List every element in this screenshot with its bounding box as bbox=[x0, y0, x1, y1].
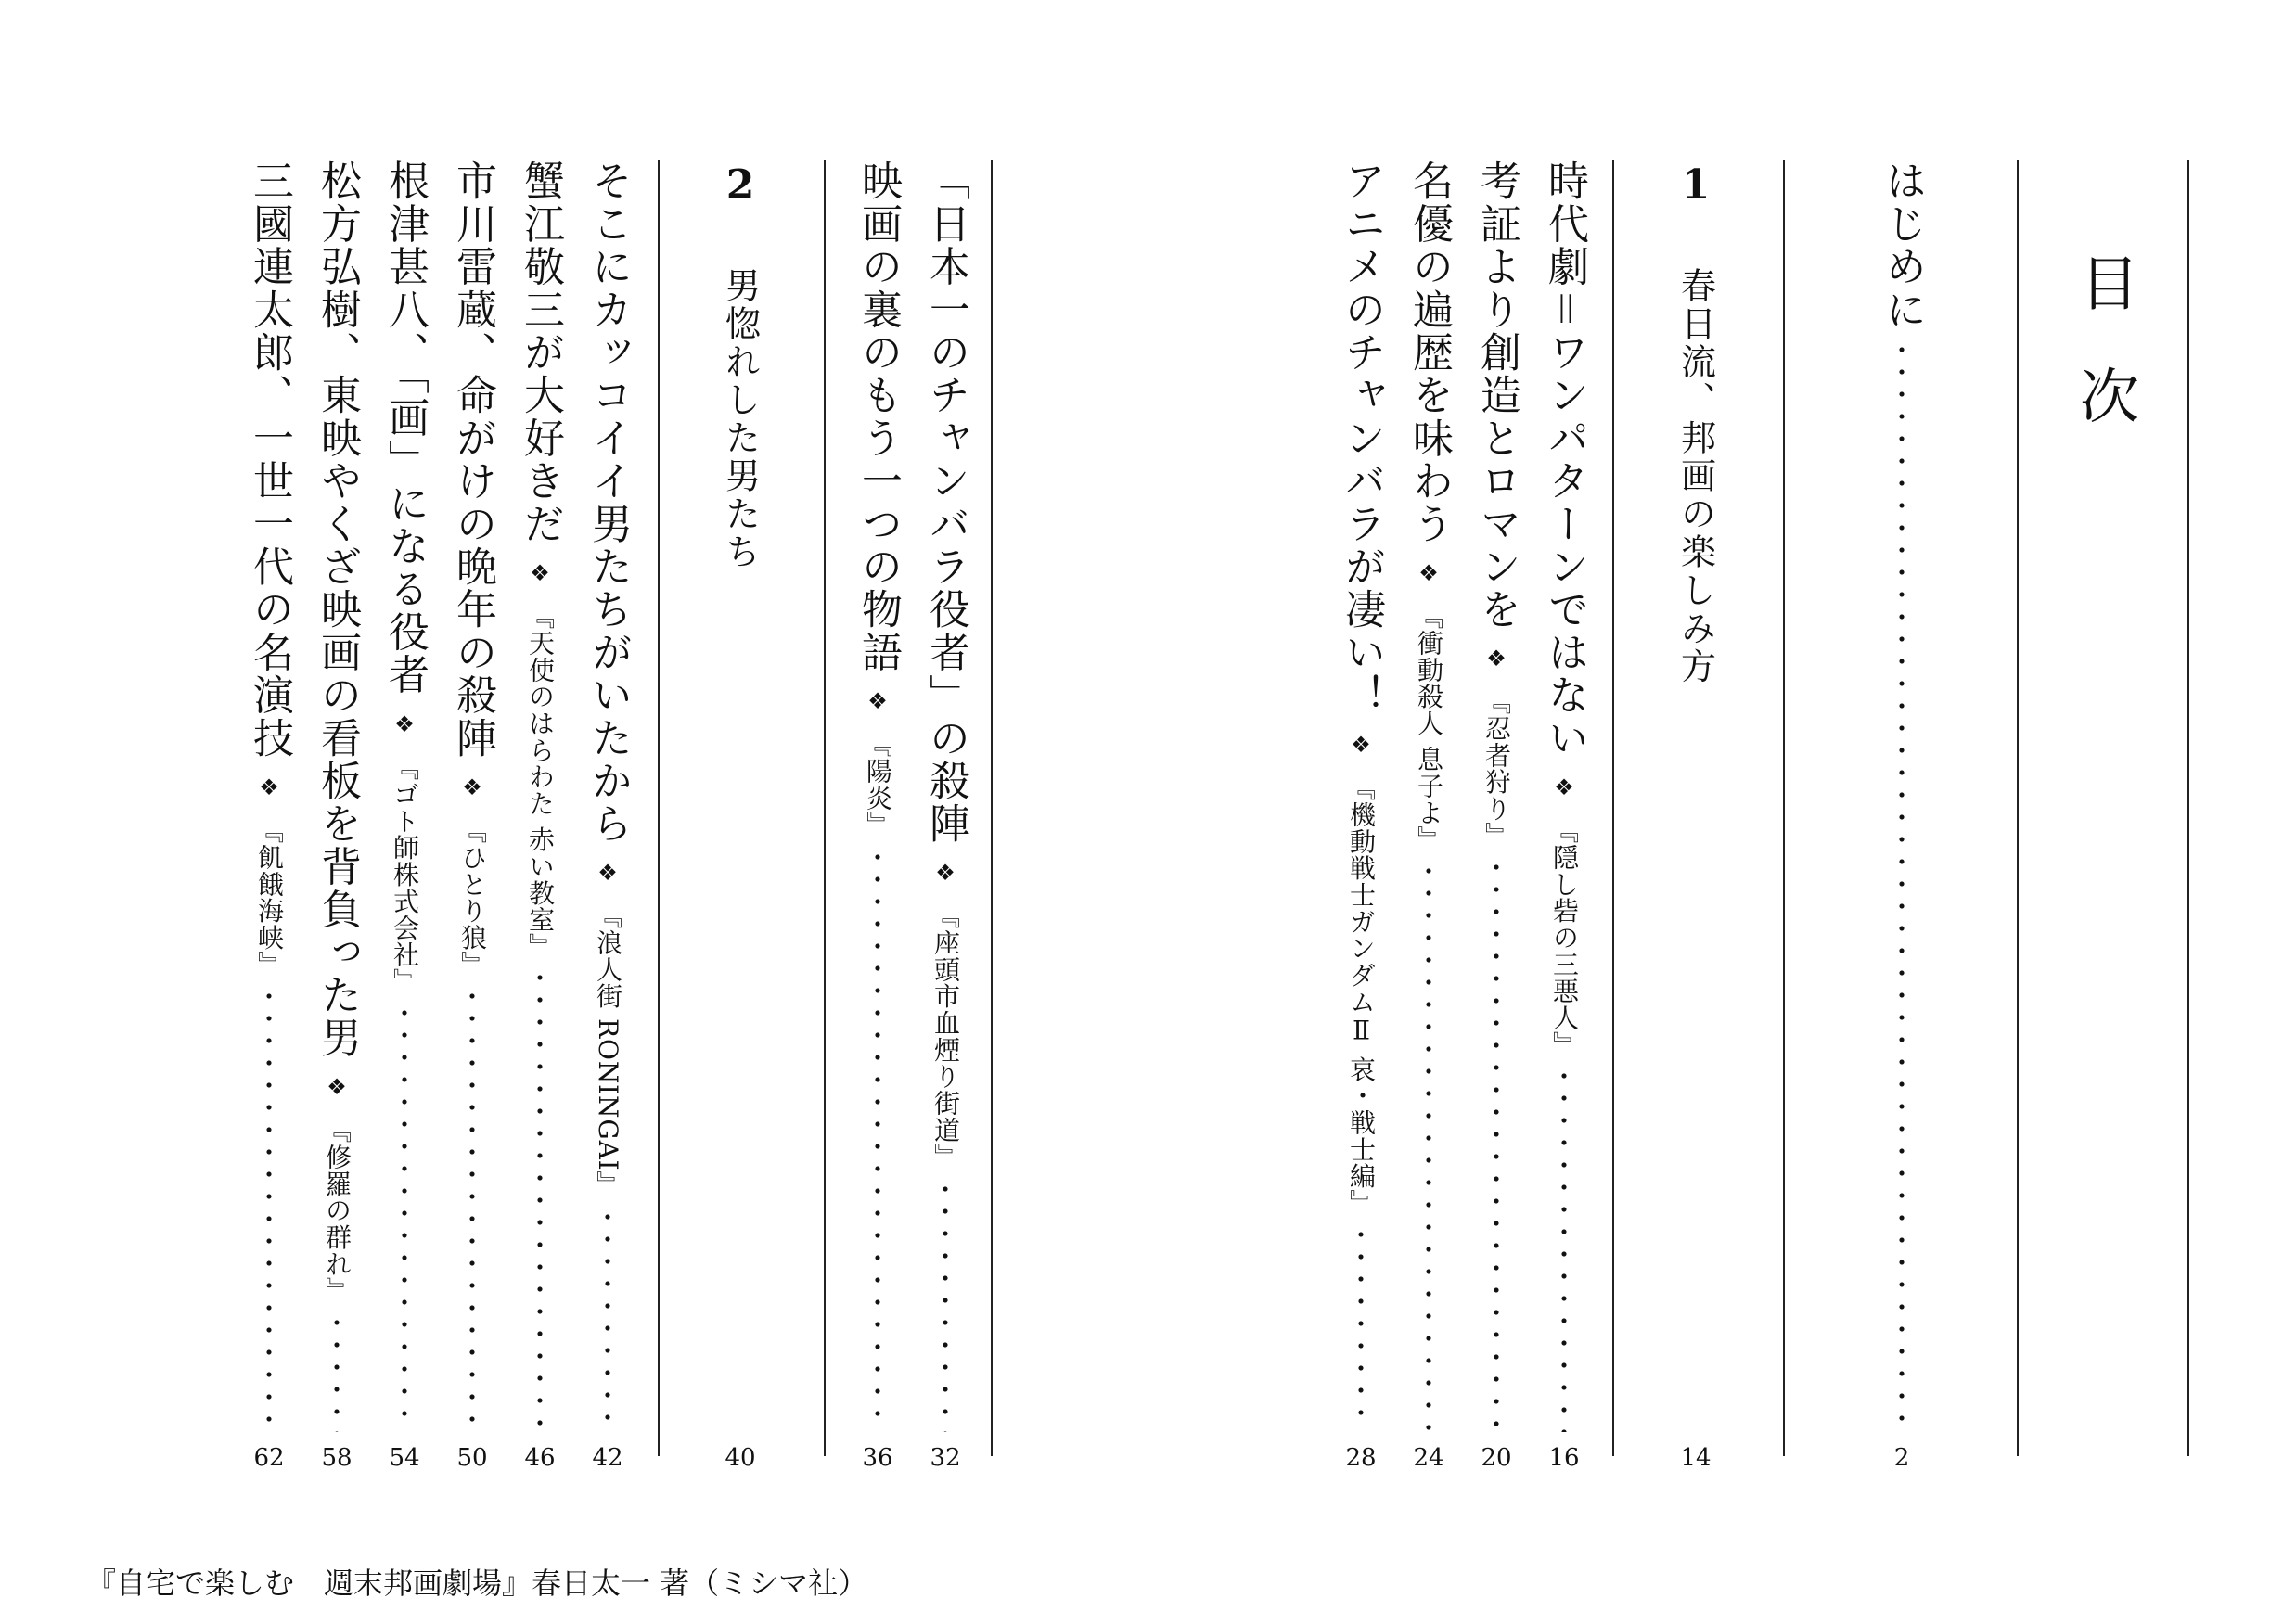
part1-heading[interactable] bbox=[1666, 160, 1725, 1475]
book-caption: 『自宅で楽しむ 週末邦画劇場』春日太一 著（ミシマ社） bbox=[86, 1566, 868, 1601]
dot-leader bbox=[1357, 1223, 1365, 1432]
toc-entry[interactable] bbox=[375, 160, 434, 1475]
entry-title: 蟹江敬三が大好きだ bbox=[517, 160, 564, 545]
diamond-ornament-icon: ❖ bbox=[324, 1074, 350, 1101]
entry-title: 時代劇＝ワンパターンではない bbox=[1541, 160, 1588, 760]
entry-title: そこにカッコイイ男たちがいたから bbox=[584, 160, 632, 846]
part2-heading[interactable] bbox=[711, 160, 770, 1475]
dot-leader bbox=[333, 1311, 340, 1432]
page-number: 20 bbox=[1481, 1444, 1512, 1472]
entry-film-title: 『修羅の群れ』 bbox=[322, 1117, 353, 1305]
entry-film-title: 『ひとり狼』 bbox=[457, 816, 488, 978]
page-number: 62 bbox=[253, 1444, 285, 1472]
entry-title: 三國連太郎、一世一代の名演技 bbox=[246, 160, 293, 760]
page-number: 54 bbox=[389, 1444, 420, 1472]
diamond-ornament-icon: ❖ bbox=[1483, 646, 1509, 672]
part-title: 男惚れした男たち bbox=[719, 267, 761, 572]
entry-title: はじめに bbox=[1879, 160, 1926, 331]
page-number: 2 bbox=[1893, 1444, 1910, 1472]
entry-title: 考証より創造とロマンを bbox=[1473, 160, 1520, 632]
entry-title: アニメのチャンバラが凄い！ bbox=[1338, 160, 1385, 717]
page-number: 58 bbox=[321, 1444, 353, 1472]
dot-leader bbox=[1493, 856, 1500, 1432]
entry-film-title: 『隠し砦の三悪人』 bbox=[1549, 816, 1580, 1058]
entry-film-title: 『陽炎』 bbox=[863, 731, 893, 838]
dot-leader bbox=[536, 966, 544, 1432]
entry-film-title: 『衝動殺人 息子よ』 bbox=[1414, 602, 1444, 853]
diamond-ornament-icon: ❖ bbox=[1348, 731, 1374, 758]
entry-title: 「日本一のチャンバラ役者」の殺陣 bbox=[922, 160, 969, 846]
diamond-ornament-icon: ❖ bbox=[1551, 774, 1577, 800]
page-number: 50 bbox=[456, 1444, 488, 1472]
toc-entry[interactable] bbox=[1331, 160, 1391, 1475]
entry-film-title: 『座頭市血煙り街道』 bbox=[930, 902, 961, 1170]
dot-leader bbox=[1560, 1065, 1568, 1432]
entry-title: 映画の裏のもう一つの物語 bbox=[854, 160, 902, 674]
entry-title: 根津甚八、「画」になる役者 bbox=[381, 160, 429, 697]
toc-entry-intro[interactable] bbox=[1872, 160, 1931, 1475]
part-title: 春日流、邦画の楽しみ方 bbox=[1674, 267, 1716, 686]
dot-leader bbox=[265, 985, 273, 1432]
toc-entry[interactable] bbox=[578, 160, 637, 1475]
toc-entry[interactable] bbox=[1534, 160, 1594, 1475]
dot-leader bbox=[604, 1206, 611, 1432]
page-number: 46 bbox=[524, 1444, 556, 1472]
page-number: 24 bbox=[1413, 1444, 1444, 1472]
rule-part1-entries-end bbox=[991, 160, 993, 1456]
part-number: 1 bbox=[1681, 161, 1711, 209]
rule-part2-separator bbox=[824, 160, 826, 1456]
toc-heading bbox=[2067, 252, 2141, 493]
part-number: 2 bbox=[725, 161, 755, 209]
diamond-ornament-icon: ❖ bbox=[932, 860, 958, 887]
dot-leader bbox=[401, 1002, 408, 1432]
entry-film-title: 『忍者狩り』 bbox=[1481, 688, 1512, 850]
dot-leader bbox=[468, 985, 476, 1432]
dot-leader bbox=[874, 846, 881, 1432]
page-number: 28 bbox=[1345, 1444, 1377, 1472]
toc-heading-text: 目次 bbox=[2070, 252, 2138, 479]
dot-leader bbox=[1425, 860, 1432, 1432]
diamond-ornament-icon: ❖ bbox=[256, 774, 282, 800]
rule-part1-separator bbox=[1612, 160, 1614, 1456]
diamond-ornament-icon: ❖ bbox=[1416, 559, 1442, 586]
toc-entry[interactable] bbox=[239, 160, 299, 1475]
entry-film-title: 『浪人街 RONINGAI』 bbox=[593, 902, 623, 1198]
page-number: 14 bbox=[1680, 1444, 1712, 1472]
entry-film-title: 『ゴト師株式会社』 bbox=[390, 753, 420, 995]
page-number: 42 bbox=[592, 1444, 623, 1472]
entry-film-title: 『飢餓海峡』 bbox=[254, 816, 285, 978]
rule-intro-separator bbox=[1783, 160, 1785, 1456]
rule-heading-separator bbox=[2017, 160, 2019, 1456]
entry-title: 松方弘樹、東映やくざ映画の看板を背負った男 bbox=[314, 160, 361, 1060]
toc-entry[interactable] bbox=[1467, 160, 1526, 1475]
diamond-ornament-icon: ❖ bbox=[595, 860, 621, 887]
page-number: 36 bbox=[862, 1444, 893, 1472]
diamond-ornament-icon: ❖ bbox=[391, 710, 417, 737]
entry-title: 市川雷蔵、命がけの晩年の殺陣 bbox=[449, 160, 496, 760]
diamond-ornament-icon: ❖ bbox=[865, 688, 891, 715]
page-number: 32 bbox=[930, 1444, 961, 1472]
toc-entry[interactable] bbox=[916, 160, 975, 1475]
page-number: 16 bbox=[1548, 1444, 1580, 1472]
toc-entry[interactable] bbox=[443, 160, 502, 1475]
toc-entry[interactable] bbox=[1399, 160, 1458, 1475]
toc-entry[interactable] bbox=[848, 160, 907, 1475]
rule-part2-entries-end bbox=[658, 160, 660, 1456]
diamond-ornament-icon: ❖ bbox=[527, 559, 553, 586]
entry-title: 名優の遍歴を味わう bbox=[1405, 160, 1453, 545]
toc-entry[interactable] bbox=[307, 160, 366, 1475]
diamond-ornament-icon: ❖ bbox=[459, 774, 485, 800]
dot-leader bbox=[1898, 339, 1905, 1432]
entry-film-title: 『機動戦士ガンダムⅡ 哀・戦士編』 bbox=[1346, 774, 1377, 1216]
dot-leader bbox=[942, 1178, 949, 1432]
toc-entry[interactable] bbox=[510, 160, 570, 1475]
page-number: 40 bbox=[725, 1444, 756, 1472]
rule-right-edge bbox=[2187, 160, 2189, 1456]
entry-film-title: 『天使のはらわた 赤い教室』 bbox=[525, 602, 556, 960]
